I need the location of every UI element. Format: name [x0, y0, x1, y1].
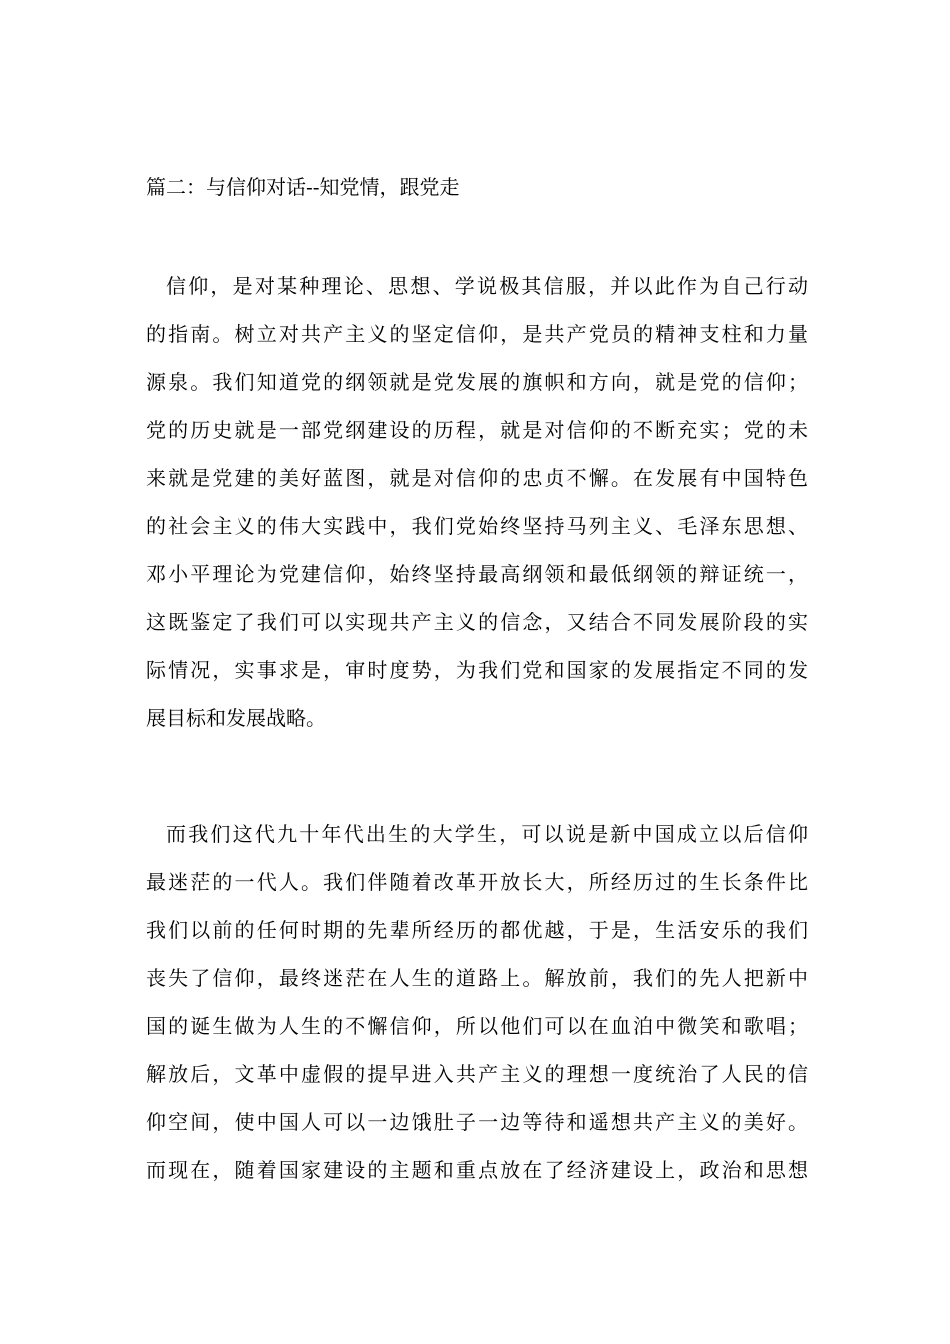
paragraph-1 — [146, 262, 808, 742]
paragraph-line: 源泉。我们知道党的纲领就是党发展的旗帜和方向，就是党的信仰； — [146, 370, 808, 394]
paragraph-line: 的社会主义的伟大实践中，我们党始终坚持马列主义、毛泽东思想、 — [146, 514, 808, 538]
paragraph-line: 我们以前的任何时期的先辈所经历的都优越，于是，生活安乐的我们 — [146, 918, 808, 942]
paragraph-line: 党的历史就是一部党纲建设的历程，就是对信仰的不断充实；党的未 — [146, 418, 808, 442]
paragraph-line: 国的诞生做为人生的不懈信仰，所以他们可以在血泊中微笑和歌唱； — [146, 1014, 808, 1038]
paragraph-line: 而现在，随着国家建设的主题和重点放在了经济建设上，政治和思想 — [146, 1158, 808, 1182]
paragraph-2 — [146, 810, 808, 1194]
paragraph-line: 展目标和发展战略。 — [146, 706, 326, 730]
paragraph-line: 最迷茫的一代人。我们伴随着改革开放长大，所经历过的生长条件比 — [146, 870, 808, 894]
paragraph-line: 信仰，是对某种理论、思想、学说极其信服，并以此作为自己行动 — [166, 274, 808, 298]
document-title: 篇二：与信仰对话--知党情，跟党走 — [146, 175, 460, 199]
paragraph-line: 邓小平理论为党建信仰，始终坚持最高纲领和最低纲领的辩证统一， — [146, 562, 808, 586]
paragraph-line: 来就是党建的美好蓝图，就是对信仰的忠贞不懈。在发展有中国特色 — [146, 466, 808, 490]
paragraph-line: 际情况，实事求是，审时度势，为我们党和国家的发展指定不同的发 — [146, 658, 808, 682]
paragraph-line: 丧失了信仰，最终迷茫在人生的道路上。解放前，我们的先人把新中 — [146, 966, 808, 990]
paragraph-line: 的指南。树立对共产主义的坚定信仰，是共产党员的精神支柱和力量 — [146, 322, 808, 346]
paragraph-line: 这既鉴定了我们可以实现共产主义的信念，又结合不同发展阶段的实 — [146, 610, 808, 634]
paragraph-line: 解放后，文革中虚假的提早进入共产主义的理想一度统治了人民的信 — [146, 1062, 808, 1086]
paragraph-line: 而我们这代九十年代出生的大学生，可以说是新中国成立以后信仰 — [166, 822, 808, 846]
paragraph-line: 仰空间，使中国人可以一边饿肚子一边等待和遥想共产主义的美好。 — [146, 1110, 808, 1134]
